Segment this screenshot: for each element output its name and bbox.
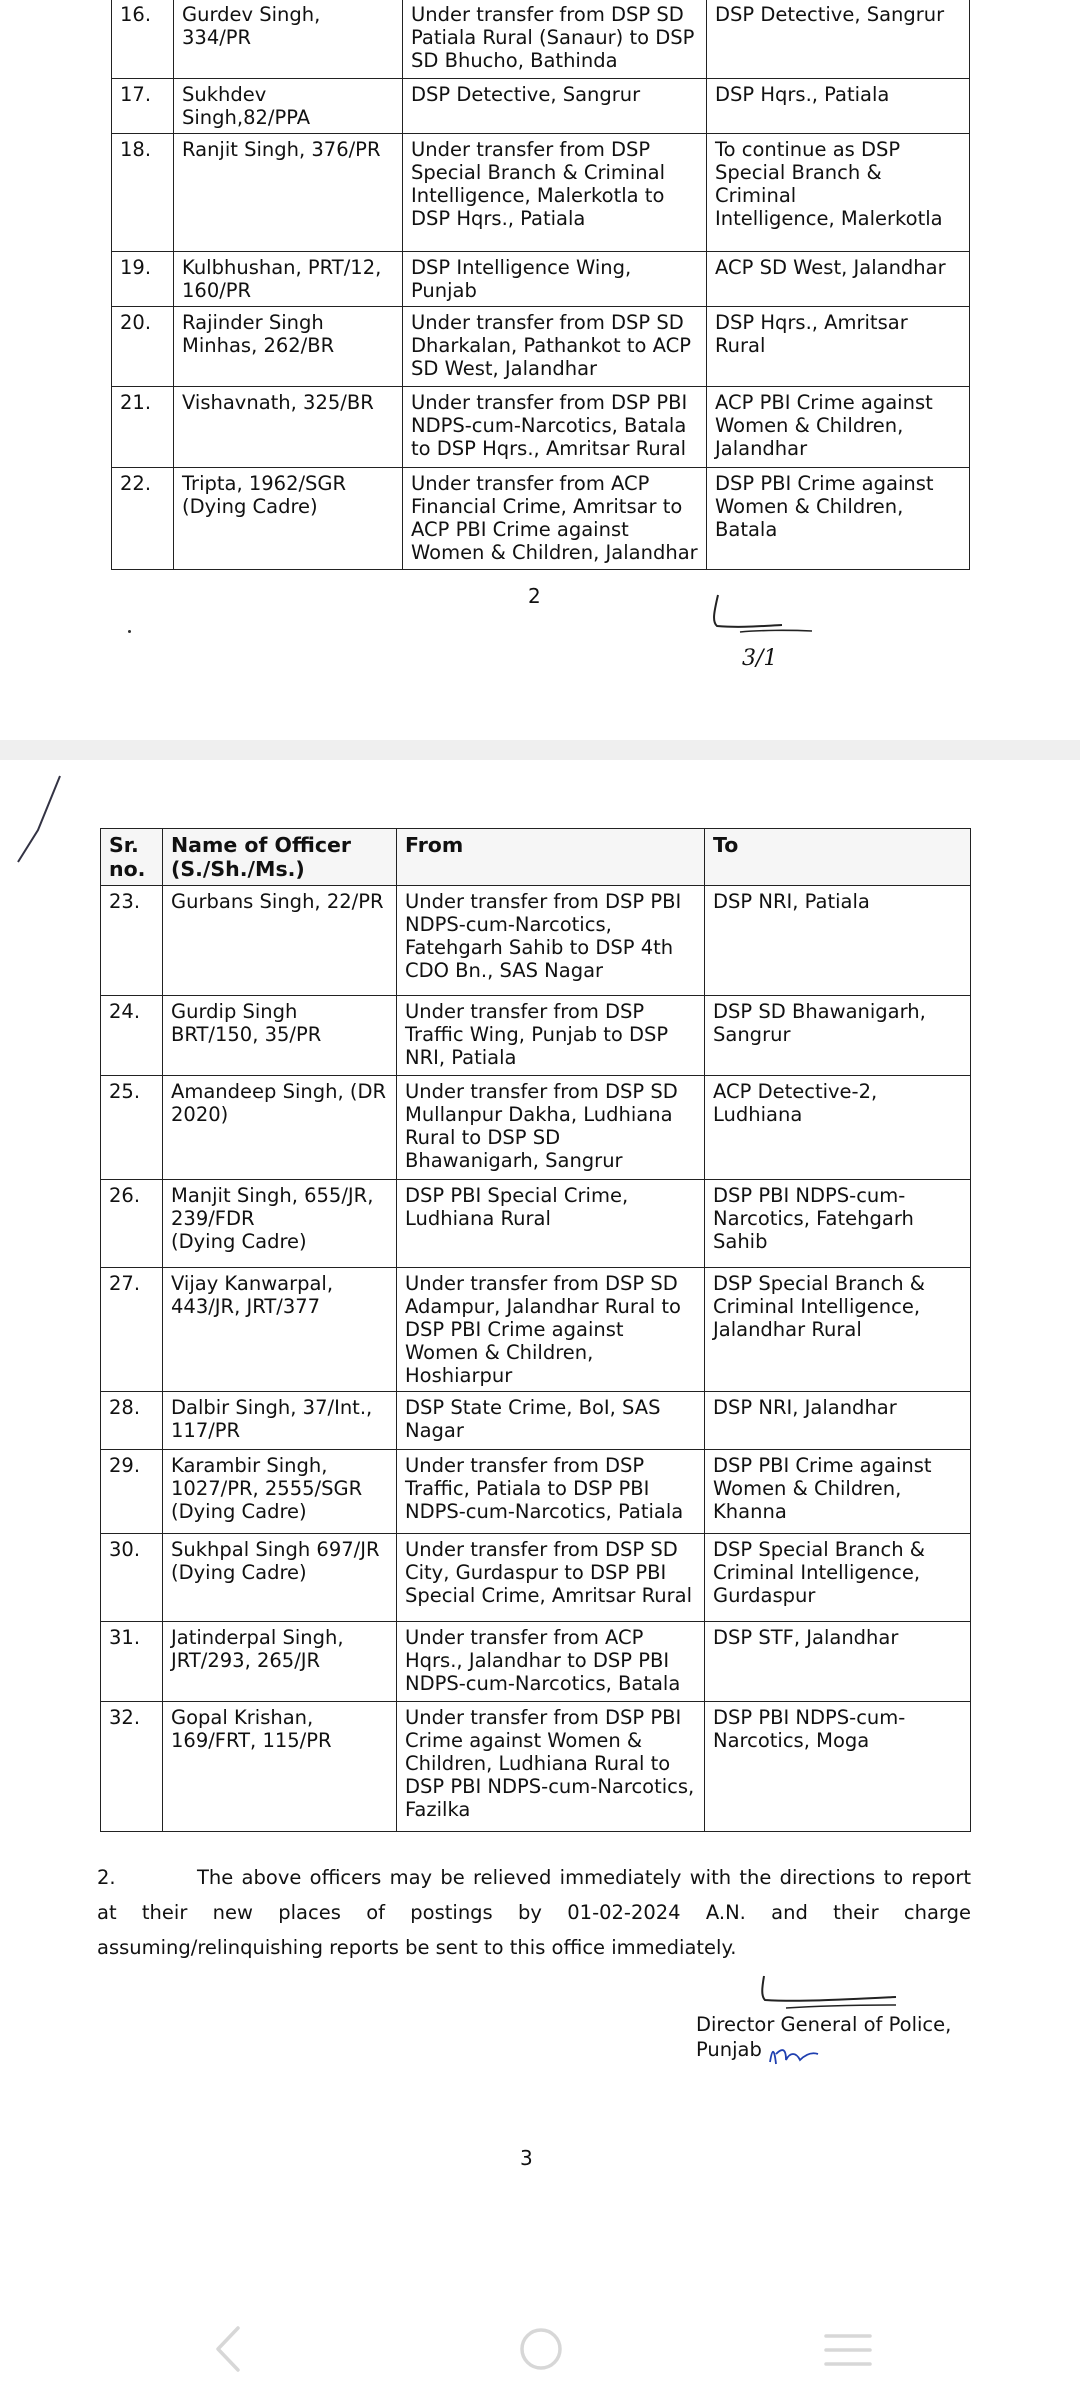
posting-table-page-3: [100, 828, 971, 1832]
signatory-state: Punjab: [696, 2038, 762, 2061]
officer-name-cell: Sukhdev Singh,82/PPA: [174, 79, 403, 134]
ink-dot: [128, 630, 131, 633]
from-posting-cell: Under transfer from DSP SD Mullanpur Dakha, Ludhiana Rural to DSP SD Bhawanigarh, Sangrur: [397, 1076, 705, 1180]
instruction-paragraph: [97, 1860, 971, 1965]
table-row: [101, 1392, 971, 1450]
table-row: [112, 0, 970, 79]
to-posting-cell: DSP PBI NDPS-cum- Narcotics, Moga: [705, 1702, 971, 1832]
from-posting-cell: Under transfer from DSP SD Patiala Rural (Sanaur) to DSP SD Bhucho, Bathinda: [403, 0, 707, 79]
paragraph-number: 2.: [97, 1866, 116, 1889]
table-row: [101, 886, 971, 996]
serial-number-cell: 28.: [101, 1392, 163, 1450]
serial-number-cell: 27.: [101, 1268, 163, 1392]
officer-name-cell: Vijay Kanwarpal, 443/JR, JRT/377: [163, 1268, 397, 1392]
officer-name-cell: Gurdip Singh BRT/150, 35/PR: [163, 996, 397, 1076]
navigation-bar: [0, 2310, 1080, 2408]
blue-initials: [766, 2040, 826, 2070]
serial-number-cell: 21.: [112, 387, 174, 468]
officer-name-cell: Rajinder Singh Minhas, 262/BR: [174, 307, 403, 387]
serial-number-cell: 29.: [101, 1450, 163, 1534]
officer-name-cell: Tripta, 1962/SGR (Dying Cadre): [174, 468, 403, 570]
officer-name-cell: Amandeep Singh, (DR 2020): [163, 1076, 397, 1180]
serial-number-cell: 18.: [112, 134, 174, 252]
officer-name-cell: Gopal Krishan, 169/FRT, 115/PR: [163, 1702, 397, 1832]
from-posting-cell: Under transfer from DSP PBI NDPS-cum-Narcotics, Fatehgarh Sahib to DSP 4th CDO Bn., SAS Nagar: [397, 886, 705, 996]
table-row: [101, 1180, 971, 1268]
home-icon[interactable]: [518, 2326, 564, 2372]
document-page-3: [0, 760, 1080, 2408]
document-page-2: [0, 0, 1080, 740]
officer-name-cell: Sukhpal Singh 697/JR (Dying Cadre): [163, 1534, 397, 1622]
serial-number-cell: 25.: [101, 1076, 163, 1180]
page-gap: [0, 740, 1080, 760]
to-posting-cell: DSP SD Bhawanigarh, Sangrur: [705, 996, 971, 1076]
page-number: 2: [528, 584, 541, 608]
table-row: [101, 1534, 971, 1622]
to-posting-cell: DSP Special Branch & Criminal Intelligence, Jalandhar Rural: [705, 1268, 971, 1392]
to-posting-cell: DSP Detective, Sangrur: [707, 0, 970, 79]
to-posting-cell: To continue as DSP Special Branch & Criminal Intelligence, Malerkotla: [707, 134, 970, 252]
from-posting-cell: Under transfer from DSP SD Dharkalan, Pathankot to ACP SD West, Jalandhar: [403, 307, 707, 387]
posting-table-body: [101, 886, 971, 1832]
table-row: [101, 996, 971, 1076]
pen-stroke-mark: [8, 770, 68, 870]
table-row: [112, 468, 970, 570]
serial-number-cell: 20.: [112, 307, 174, 387]
from-posting-cell: Under transfer from DSP Special Branch & Criminal Intelligence, Malerkotla to DSP Hqrs., Patiala: [403, 134, 707, 252]
from-posting-cell: Under transfer from DSP PBI Crime against Women & Children, Ludhiana Rural to DSP PBI NDPS-cum-Narcotics, Fazilka: [397, 1702, 705, 1832]
from-posting-cell: Under transfer from DSP SD Adampur, Jalandhar Rural to DSP PBI Crime against Women & Children, Hoshiarpur: [397, 1268, 705, 1392]
from-posting-cell: Under transfer from DSP Traffic, Patiala to DSP PBI NDPS-cum-Narcotics, Patiala: [397, 1450, 705, 1534]
table-row: [112, 79, 970, 134]
table-row: [101, 1450, 971, 1534]
officer-name-cell: Gurdev Singh, 334/PR: [174, 0, 403, 79]
officer-name-cell: Gurbans Singh, 22/PR: [163, 886, 397, 996]
serial-number-cell: 23.: [101, 886, 163, 996]
to-posting-cell: DSP STF, Jalandhar: [705, 1622, 971, 1702]
header-from: From: [397, 829, 705, 886]
to-posting-cell: DSP NRI, Patiala: [705, 886, 971, 996]
serial-number-cell: 31.: [101, 1622, 163, 1702]
table-row: [101, 1268, 971, 1392]
serial-number-cell: 32.: [101, 1702, 163, 1832]
serial-number-cell: 16.: [112, 0, 174, 79]
table-row: [112, 252, 970, 307]
serial-number-cell: 24.: [101, 996, 163, 1076]
serial-number-cell: 26.: [101, 1180, 163, 1268]
handwritten-date: 3/1: [742, 646, 778, 671]
to-posting-cell: DSP Hqrs., Amritsar Rural: [707, 307, 970, 387]
page-number: 3: [520, 2146, 533, 2170]
officer-name-cell: Manjit Singh, 655/JR, 239/FDR (Dying Cadre): [163, 1180, 397, 1268]
from-posting-cell: DSP Intelligence Wing, Punjab: [403, 252, 707, 307]
officer-name-cell: Dalbir Singh, 37/Int., 117/PR: [163, 1392, 397, 1450]
from-posting-cell: DSP Detective, Sangrur: [403, 79, 707, 134]
from-posting-cell: DSP State Crime, BoI, SAS Nagar: [397, 1392, 705, 1450]
from-posting-cell: Under transfer from ACP Hqrs., Jalandhar to DSP PBI NDPS-cum-Narcotics, Batala: [397, 1622, 705, 1702]
to-posting-cell: DSP PBI Crime against Women & Children, Batala: [707, 468, 970, 570]
table-row: [112, 307, 970, 387]
posting-table-page-2: [111, 0, 970, 570]
header-name-of-officer: Name of Officer (S./Sh./Ms.): [163, 829, 397, 886]
from-posting-cell: Under transfer from DSP SD City, Gurdaspur to DSP PBI Special Crime, Amritsar Rural: [397, 1534, 705, 1622]
signatory-designation: Director General of Police,: [696, 2013, 952, 2036]
from-posting-cell: Under transfer from DSP Traffic Wing, Punjab to DSP NRI, Patiala: [397, 996, 705, 1076]
to-posting-cell: DSP PBI Crime against Women & Children, Khanna: [705, 1450, 971, 1534]
serial-number-cell: 17.: [112, 79, 174, 134]
table-row: [101, 1622, 971, 1702]
to-posting-cell: DSP PBI NDPS-cum- Narcotics, Fatehgarh Sahib: [705, 1180, 971, 1268]
table-row: [101, 1702, 971, 1832]
officer-name-cell: Vishavnath, 325/BR: [174, 387, 403, 468]
table-row: [112, 134, 970, 252]
officer-name-cell: Jatinderpal Singh, JRT/293, 265/JR: [163, 1622, 397, 1702]
to-posting-cell: DSP NRI, Jalandhar: [705, 1392, 971, 1450]
officer-name-cell: Kulbhushan, PRT/12, 160/PR: [174, 252, 403, 307]
paragraph-text: The above officers may be relieved immediately with the directions to report at their new places of postings by 01-02-2024 A.N. and their charge assuming/relinquishing reports be sent to this office immediately.: [97, 1866, 971, 1959]
from-posting-cell: Under transfer from ACP Financial Crime, Amritsar to ACP PBI Crime against Women & Children, Jalandhar: [403, 468, 707, 570]
table-row: [101, 1076, 971, 1180]
to-posting-cell: DSP Special Branch & Criminal Intelligence, Gurdaspur: [705, 1534, 971, 1622]
officer-name-cell: Karambir Singh, 1027/PR, 2555/SGR (Dying Cadre): [163, 1450, 397, 1534]
back-icon[interactable]: [210, 2324, 246, 2374]
serial-number-cell: 22.: [112, 468, 174, 570]
header-to: To: [705, 829, 971, 886]
table-row: [112, 387, 970, 468]
serial-number-cell: 30.: [101, 1534, 163, 1622]
serial-number-cell: 19.: [112, 252, 174, 307]
from-posting-cell: Under transfer from DSP PBI NDPS-cum-Narcotics, Batala to DSP Hqrs., Amritsar Rural: [403, 387, 707, 468]
header-sr-no: Sr. no.: [101, 829, 163, 886]
from-posting-cell: DSP PBI Special Crime, Ludhiana Rural: [397, 1180, 705, 1268]
officer-name-cell: Ranjit Singh, 376/PR: [174, 134, 403, 252]
to-posting-cell: ACP PBI Crime against Women & Children, Jalandhar: [707, 387, 970, 468]
to-posting-cell: DSP Hqrs., Patiala: [707, 79, 970, 134]
posting-table-body: [112, 0, 970, 570]
recents-icon[interactable]: [822, 2330, 874, 2370]
to-posting-cell: ACP Detective-2, Ludhiana: [705, 1076, 971, 1180]
table-header-row: [101, 829, 971, 886]
to-posting-cell: ACP SD West, Jalandhar: [707, 252, 970, 307]
